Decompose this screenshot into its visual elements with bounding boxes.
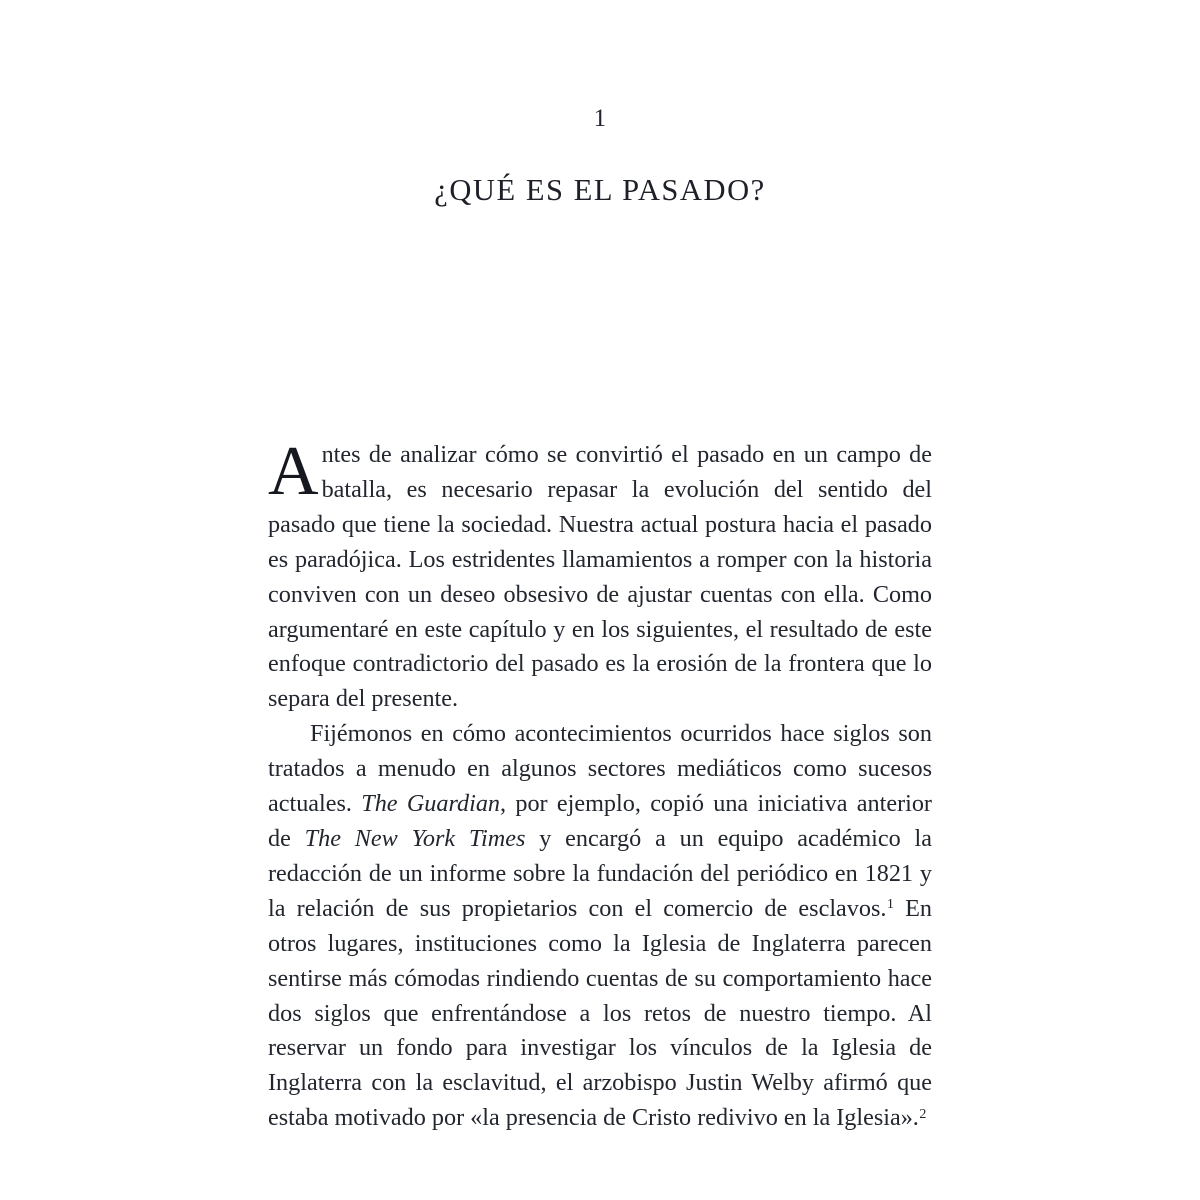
text-run: , por ejemplo, copió una iniciativa anterior de [268, 790, 932, 852]
text-run: y encargó a un equipo académico la redacción de un informe sobre la fundación del periódico en 1821 y la relación de sus propietarios con el comercio de esclavos. [268, 824, 932, 922]
paragraph [268, 433, 932, 717]
text-run: En otros lugares, instituciones como la Iglesia de Inglaterra parecen sentirse más cómodas rindiendo cuentas de su comportamiento hace dos siglos que enfrentándose a los retos de nuestro tiempo. Al reservar un fondo para investigar los vínculos de la Iglesia de Inglaterra con la esclavitud, el arzobispo Justin Welby afirmó que estaba motivado por «la presencia de Cristo redivivo en la Iglesia». [268, 894, 932, 1132]
publication-title: The Guardian [361, 790, 501, 818]
footnote-marker[interactable]: 2 [919, 1105, 927, 1122]
paragraph [268, 717, 932, 1136]
footnote-marker[interactable]: 1 [886, 896, 894, 913]
text-run: Antes de analizar cómo se convirtió el pasado en un campo de batalla, es necesario repasar la evolución del sentido del pasado que tiene la sociedad. Nuestra actual postura hacia el pasado es paradójica. Los estridentes llamamientos a romper con la historia conviven con un deseo obsesivo de ajustar cuentas con ella. Como argumentaré en este capítulo y en los siguientes, el resultado de este enfoque contradictorio del pasado es la erosión de la frontera que lo separa del presente. [268, 433, 932, 713]
text-run: Fijémonos en cómo acontecimientos ocurridos hace siglos son tratados a menudo en algunos sectores mediáticos como sucesos actuales. [268, 720, 932, 818]
chapter-header [0, 0, 1200, 208]
body-text [268, 433, 932, 1136]
chapter-title: ¿QUÉ ES EL PASADO? [434, 173, 766, 207]
publication-title: The New York Times [304, 824, 526, 852]
chapter-number: 1 [593, 105, 607, 132]
